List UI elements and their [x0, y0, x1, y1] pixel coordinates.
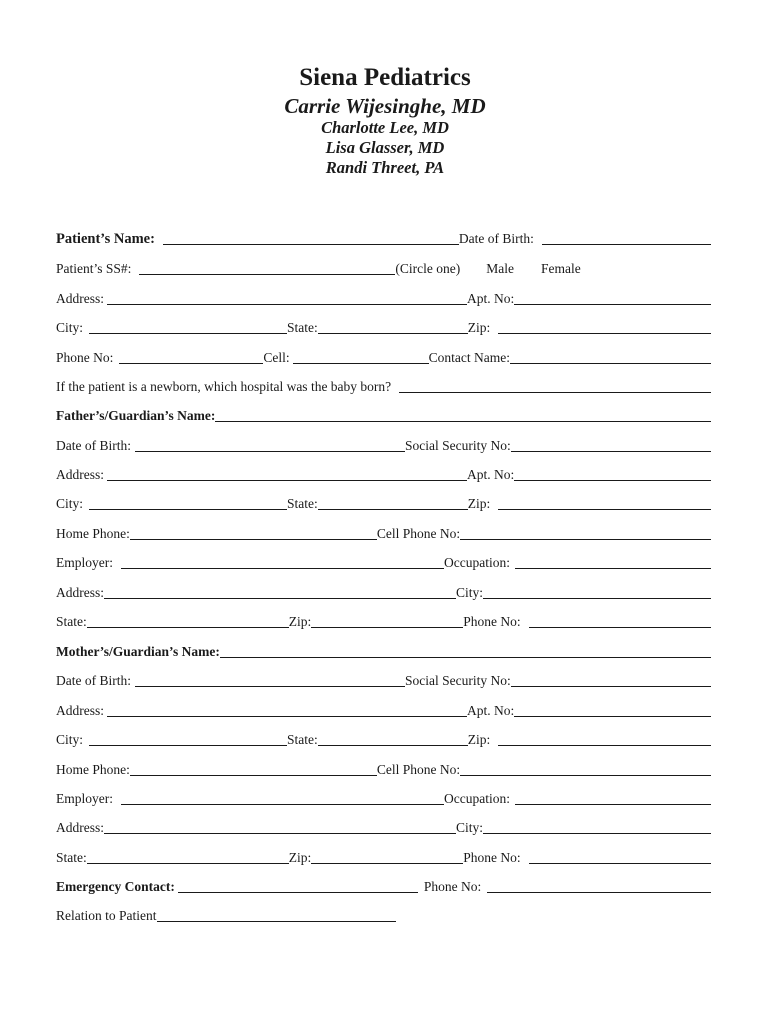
father-apt-field[interactable]	[514, 479, 711, 481]
address-label: Address:	[56, 585, 104, 600]
zip-label: Zip:	[288, 614, 312, 629]
sex-option-male[interactable]: Male	[486, 261, 514, 276]
zip-label: Zip:	[467, 496, 491, 511]
patient-ss-label: Patient’s SS#:	[56, 261, 132, 276]
patient-zip-field[interactable]	[498, 332, 711, 334]
mother-work-state-field[interactable]	[87, 862, 289, 864]
zip-label: Zip:	[467, 320, 491, 335]
mother-work-zip-field[interactable]	[311, 862, 463, 864]
doctor-name: Charlotte Lee, MD	[321, 118, 449, 137]
patient-state-field[interactable]	[318, 332, 468, 334]
address-label: Address:	[56, 820, 104, 835]
apt-label: Apt. No:	[467, 467, 515, 482]
mother-dob-field[interactable]	[135, 685, 405, 687]
occupation-label: Occupation:	[444, 791, 510, 806]
employer-label: Employer:	[56, 555, 113, 570]
relation-field[interactable]	[157, 920, 397, 922]
newborn-hospital-label: If the patient is a newborn, which hospital was the baby born?	[56, 379, 392, 394]
father-state-field[interactable]	[318, 508, 468, 510]
mother-address-row	[56, 703, 711, 719]
patient-address-field[interactable]	[107, 303, 467, 305]
cell-label: Cell:	[263, 350, 290, 365]
father-phone-row	[56, 526, 711, 542]
patient-dob-field[interactable]	[542, 243, 711, 245]
patient-city-row	[56, 320, 711, 336]
city-label: City:	[56, 496, 84, 511]
mother-name-label: Mother’s/Guardian’s Name:	[56, 644, 220, 659]
mother-address-field[interactable]	[107, 715, 467, 717]
father-ssn-field[interactable]	[511, 450, 711, 452]
mother-work-phone-field[interactable]	[529, 862, 711, 864]
mother-ssn-field[interactable]	[511, 685, 711, 687]
patient-city-field[interactable]	[89, 332, 287, 334]
state-label: State:	[56, 850, 87, 865]
father-city-field[interactable]	[89, 508, 287, 510]
ssn-label: Social Security No:	[404, 438, 511, 453]
contact-name-label: Contact Name:	[428, 350, 510, 365]
patient-dob-label: Date of Birth:	[458, 231, 534, 246]
home-phone-label: Home Phone:	[56, 762, 130, 777]
mother-zip-field[interactable]	[498, 744, 711, 746]
address-label: Address:	[56, 467, 104, 482]
sex-option-female[interactable]: Female	[540, 261, 581, 276]
state-label: State:	[56, 614, 87, 629]
city-label: City:	[56, 320, 84, 335]
father-city-row	[56, 496, 711, 512]
mother-dob-row	[56, 673, 711, 689]
address-label: Address:	[56, 703, 104, 718]
mother-city-field[interactable]	[89, 744, 287, 746]
father-employer-field[interactable]	[121, 567, 444, 569]
mother-home-phone-field[interactable]	[130, 774, 377, 776]
emergency-row	[56, 879, 711, 895]
doctor-name: Lisa Glasser, MD	[325, 138, 445, 157]
practice-title: Siena Pediatrics	[299, 64, 471, 91]
patient-ss-row	[56, 261, 711, 277]
mother-work-city-field[interactable]	[483, 832, 711, 834]
zip-label: Zip:	[288, 850, 312, 865]
mother-work-address-row	[56, 820, 711, 836]
doctor-name: Randi Threet, PA	[325, 158, 445, 177]
father-work-zip-field[interactable]	[311, 626, 463, 628]
father-dob-row	[56, 438, 711, 454]
relation-row	[56, 908, 396, 924]
mother-city-row	[56, 732, 711, 748]
father-work-state-row	[56, 614, 711, 630]
patient-ss-field[interactable]	[139, 273, 395, 275]
relation-label: Relation to Patient	[56, 908, 157, 923]
father-home-phone-field[interactable]	[130, 538, 377, 540]
father-zip-field[interactable]	[498, 508, 711, 510]
father-work-state-field[interactable]	[87, 626, 289, 628]
apt-label: Apt. No:	[467, 703, 515, 718]
father-work-phone-field[interactable]	[529, 626, 711, 628]
emergency-contact-label: Emergency Contact:	[56, 879, 175, 894]
emergency-phone-label: Phone No:	[423, 879, 482, 894]
city-label: City:	[456, 820, 484, 835]
patient-phone-field[interactable]	[119, 362, 263, 364]
employer-label: Employer:	[56, 791, 113, 806]
father-address-field[interactable]	[107, 479, 467, 481]
patient-name-row	[56, 231, 711, 247]
city-label: City:	[56, 732, 84, 747]
father-name-field[interactable]	[215, 420, 711, 422]
mother-employer-row	[56, 791, 711, 807]
father-work-city-field[interactable]	[483, 597, 711, 599]
cell-phone-label: Cell Phone No:	[376, 526, 461, 541]
father-dob-field[interactable]	[135, 450, 405, 452]
father-name-row	[56, 408, 711, 424]
home-phone-label: Home Phone:	[56, 526, 130, 541]
newborn-hospital-field[interactable]	[399, 391, 711, 393]
mother-name-row	[56, 644, 711, 660]
city-label: City:	[456, 585, 484, 600]
phone-label: Phone No:	[56, 350, 114, 365]
circle-one-label: (Circle one)	[395, 261, 461, 276]
state-label: State:	[287, 496, 318, 511]
mother-work-state-row	[56, 850, 711, 866]
ssn-label: Social Security No:	[404, 673, 511, 688]
emergency-contact-field[interactable]	[178, 891, 418, 893]
dob-label: Date of Birth:	[56, 438, 131, 453]
state-label: State:	[287, 320, 318, 335]
patient-name-field[interactable]	[163, 243, 459, 245]
doctor-name: Carrie Wijesinghe, MD	[284, 94, 486, 118]
patient-address-row	[56, 291, 711, 307]
emergency-phone-field[interactable]	[487, 891, 711, 893]
father-work-address-field[interactable]	[104, 597, 456, 599]
mother-occupation-field[interactable]	[515, 803, 711, 805]
father-employer-row	[56, 555, 711, 571]
zip-label: Zip:	[467, 732, 491, 747]
phone-label: Phone No:	[463, 850, 521, 865]
patient-phone-row	[56, 350, 711, 366]
father-occupation-field[interactable]	[515, 567, 711, 569]
mother-cell-phone-field[interactable]	[460, 774, 711, 776]
newborn-row	[56, 379, 711, 395]
patient-name-label: Patient’s Name:	[56, 231, 155, 247]
patient-cell-field[interactable]	[293, 362, 429, 364]
address-label: Address:	[56, 291, 104, 306]
mother-apt-field[interactable]	[514, 715, 711, 717]
mother-work-address-field[interactable]	[104, 832, 456, 834]
phone-label: Phone No:	[463, 614, 521, 629]
father-address-row	[56, 467, 711, 483]
patient-contact-field[interactable]	[510, 362, 711, 364]
father-name-label: Father’s/Guardian’s Name:	[56, 408, 216, 423]
patient-apt-field[interactable]	[514, 303, 711, 305]
dob-label: Date of Birth:	[56, 673, 131, 688]
mother-employer-field[interactable]	[121, 803, 444, 805]
mother-phone-row	[56, 762, 711, 778]
cell-phone-label: Cell Phone No:	[376, 762, 461, 777]
state-label: State:	[287, 732, 318, 747]
mother-name-field[interactable]	[220, 656, 711, 658]
mother-state-field[interactable]	[318, 744, 468, 746]
occupation-label: Occupation:	[444, 555, 510, 570]
father-work-address-row	[56, 585, 711, 601]
father-cell-phone-field[interactable]	[460, 538, 711, 540]
apt-label: Apt. No:	[467, 291, 515, 306]
